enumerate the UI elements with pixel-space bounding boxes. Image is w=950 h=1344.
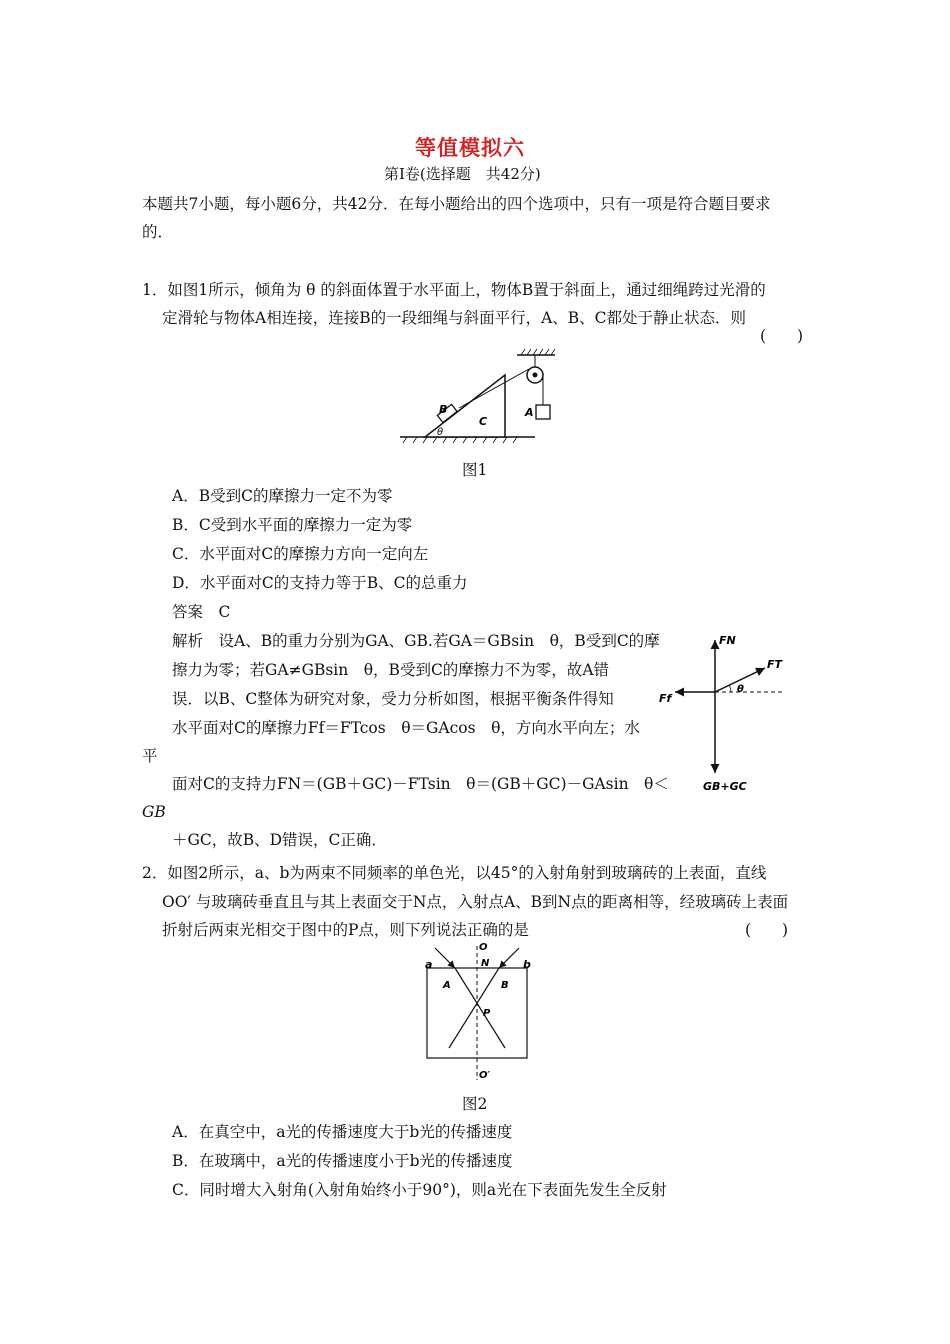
q2-option-c: C．同时增大入射角(入射角始终小于90°)，则a光在下表面先发生全反射: [172, 1181, 667, 1199]
q2-option-b: B．在玻璃中，a光的传播速度小于b光的传播速度: [172, 1152, 513, 1170]
fig1-label-b: B: [439, 403, 448, 416]
q2-answer-bracket: ( ): [745, 921, 789, 939]
q1-stem-line-1: 1．如图1所示，倾角为 θ 的斜面体置于水平面上，物体B置于斜面上，通过细绳跨过光滑的: [142, 281, 766, 299]
force-label-gravity: GB+GC: [703, 780, 747, 793]
fig1-label-theta: θ: [437, 427, 444, 438]
q1-analysis-line-8: ＋GC，故B、D错误，C正确．: [172, 831, 387, 849]
q1-option-a: A．B受到C的摩擦力一定不为零: [172, 487, 393, 505]
fig2-label-n: N: [481, 958, 490, 969]
intro-line-2: 的．: [142, 223, 174, 241]
q1-analysis-line-7: GB: [142, 803, 166, 821]
q1-answer: 答案 C: [172, 603, 231, 621]
q1-analysis-line-6: 面对C的支持力FN＝(GB＋GC)－FTsin θ＝(GB＋GC)－GAsin θ＜: [172, 775, 669, 793]
q1-analysis-line-5: 平: [142, 747, 158, 765]
q2-stem-line-2: OO′ 与玻璃砖垂直且与其上表面交于N点，入射点A、B到N点的距离相等，经玻璃砖上表面: [162, 893, 789, 911]
force-label-theta: θ: [737, 684, 744, 695]
q2-stem-line-1: 2．如图2所示，a、b为两束不同频率的单色光，以45°的入射角射到玻璃砖的上表面，直线: [142, 864, 767, 882]
force-label-fn: FN: [719, 634, 736, 647]
intro-line-1: 本题共7小题，每小题6分，共42分．在每小题给出的四个选项中，只有一项是符合题目要求: [142, 195, 771, 213]
fig2-label-o: O: [479, 942, 488, 953]
q1-analysis-line-2: 擦力为零；若GA≠GBsin θ，B受到C的摩擦力不为零，故A错: [172, 661, 610, 679]
fig2-label-point-a: A: [443, 980, 451, 991]
q1-analysis-line-1: 解析 设A、B的重力分别为GA、GB.若GA＝GBsin θ，B受到C的摩: [172, 632, 660, 650]
q2-stem-line-3: 折射后两束光相交于图中的P点，则下列说法正确的是: [162, 921, 529, 939]
fig2-label-o-prime: O′: [479, 1070, 491, 1081]
figure-1-caption: 图1: [462, 461, 488, 479]
section-heading: 第Ⅰ卷(选择题 共42分): [384, 165, 541, 183]
fig2-label-p: P: [483, 1008, 491, 1019]
figure-2-caption: 图2: [462, 1095, 488, 1113]
figure-force-diagram: [655, 628, 790, 798]
q1-option-d: D．水平面对C的支持力等于B、C的总重力: [172, 574, 468, 592]
fig2-label-a-ray: a: [425, 958, 433, 971]
q1-option-c: C．水平面对C的摩擦力方向一定向左: [172, 545, 429, 563]
fig1-label-c: C: [479, 415, 488, 428]
q1-analysis-line-4: 水平面对C的摩擦力Ff＝FTcos θ＝GAcos θ，方向水平向左；水: [172, 719, 640, 737]
force-label-ft: FT: [767, 658, 783, 671]
q1-option-b: B．C受到水平面的摩擦力一定为零: [172, 516, 413, 534]
q1-analysis-line-3: 误．以B、C整体为研究对象，受力分析如图，根据平衡条件得知: [172, 690, 614, 708]
fig1-label-a: A: [525, 406, 534, 419]
figure-2-glass-block: [415, 938, 545, 1088]
force-label-ff: Ff: [659, 692, 672, 705]
q1-answer-bracket: ( ): [760, 327, 804, 345]
fig2-label-point-b: B: [501, 980, 509, 991]
figure-1-incline: [395, 345, 565, 445]
q1-stem-line-2: 定滑轮与物体A相连接，连接B的一段细绳与斜面平行，A、B、C都处于静止状态．则: [162, 309, 747, 327]
q2-option-a: A．在真空中，a光的传播速度大于b光的传播速度: [172, 1123, 513, 1141]
page-title: 等值模拟六: [415, 135, 525, 160]
fig2-label-b-ray: b: [523, 958, 531, 971]
